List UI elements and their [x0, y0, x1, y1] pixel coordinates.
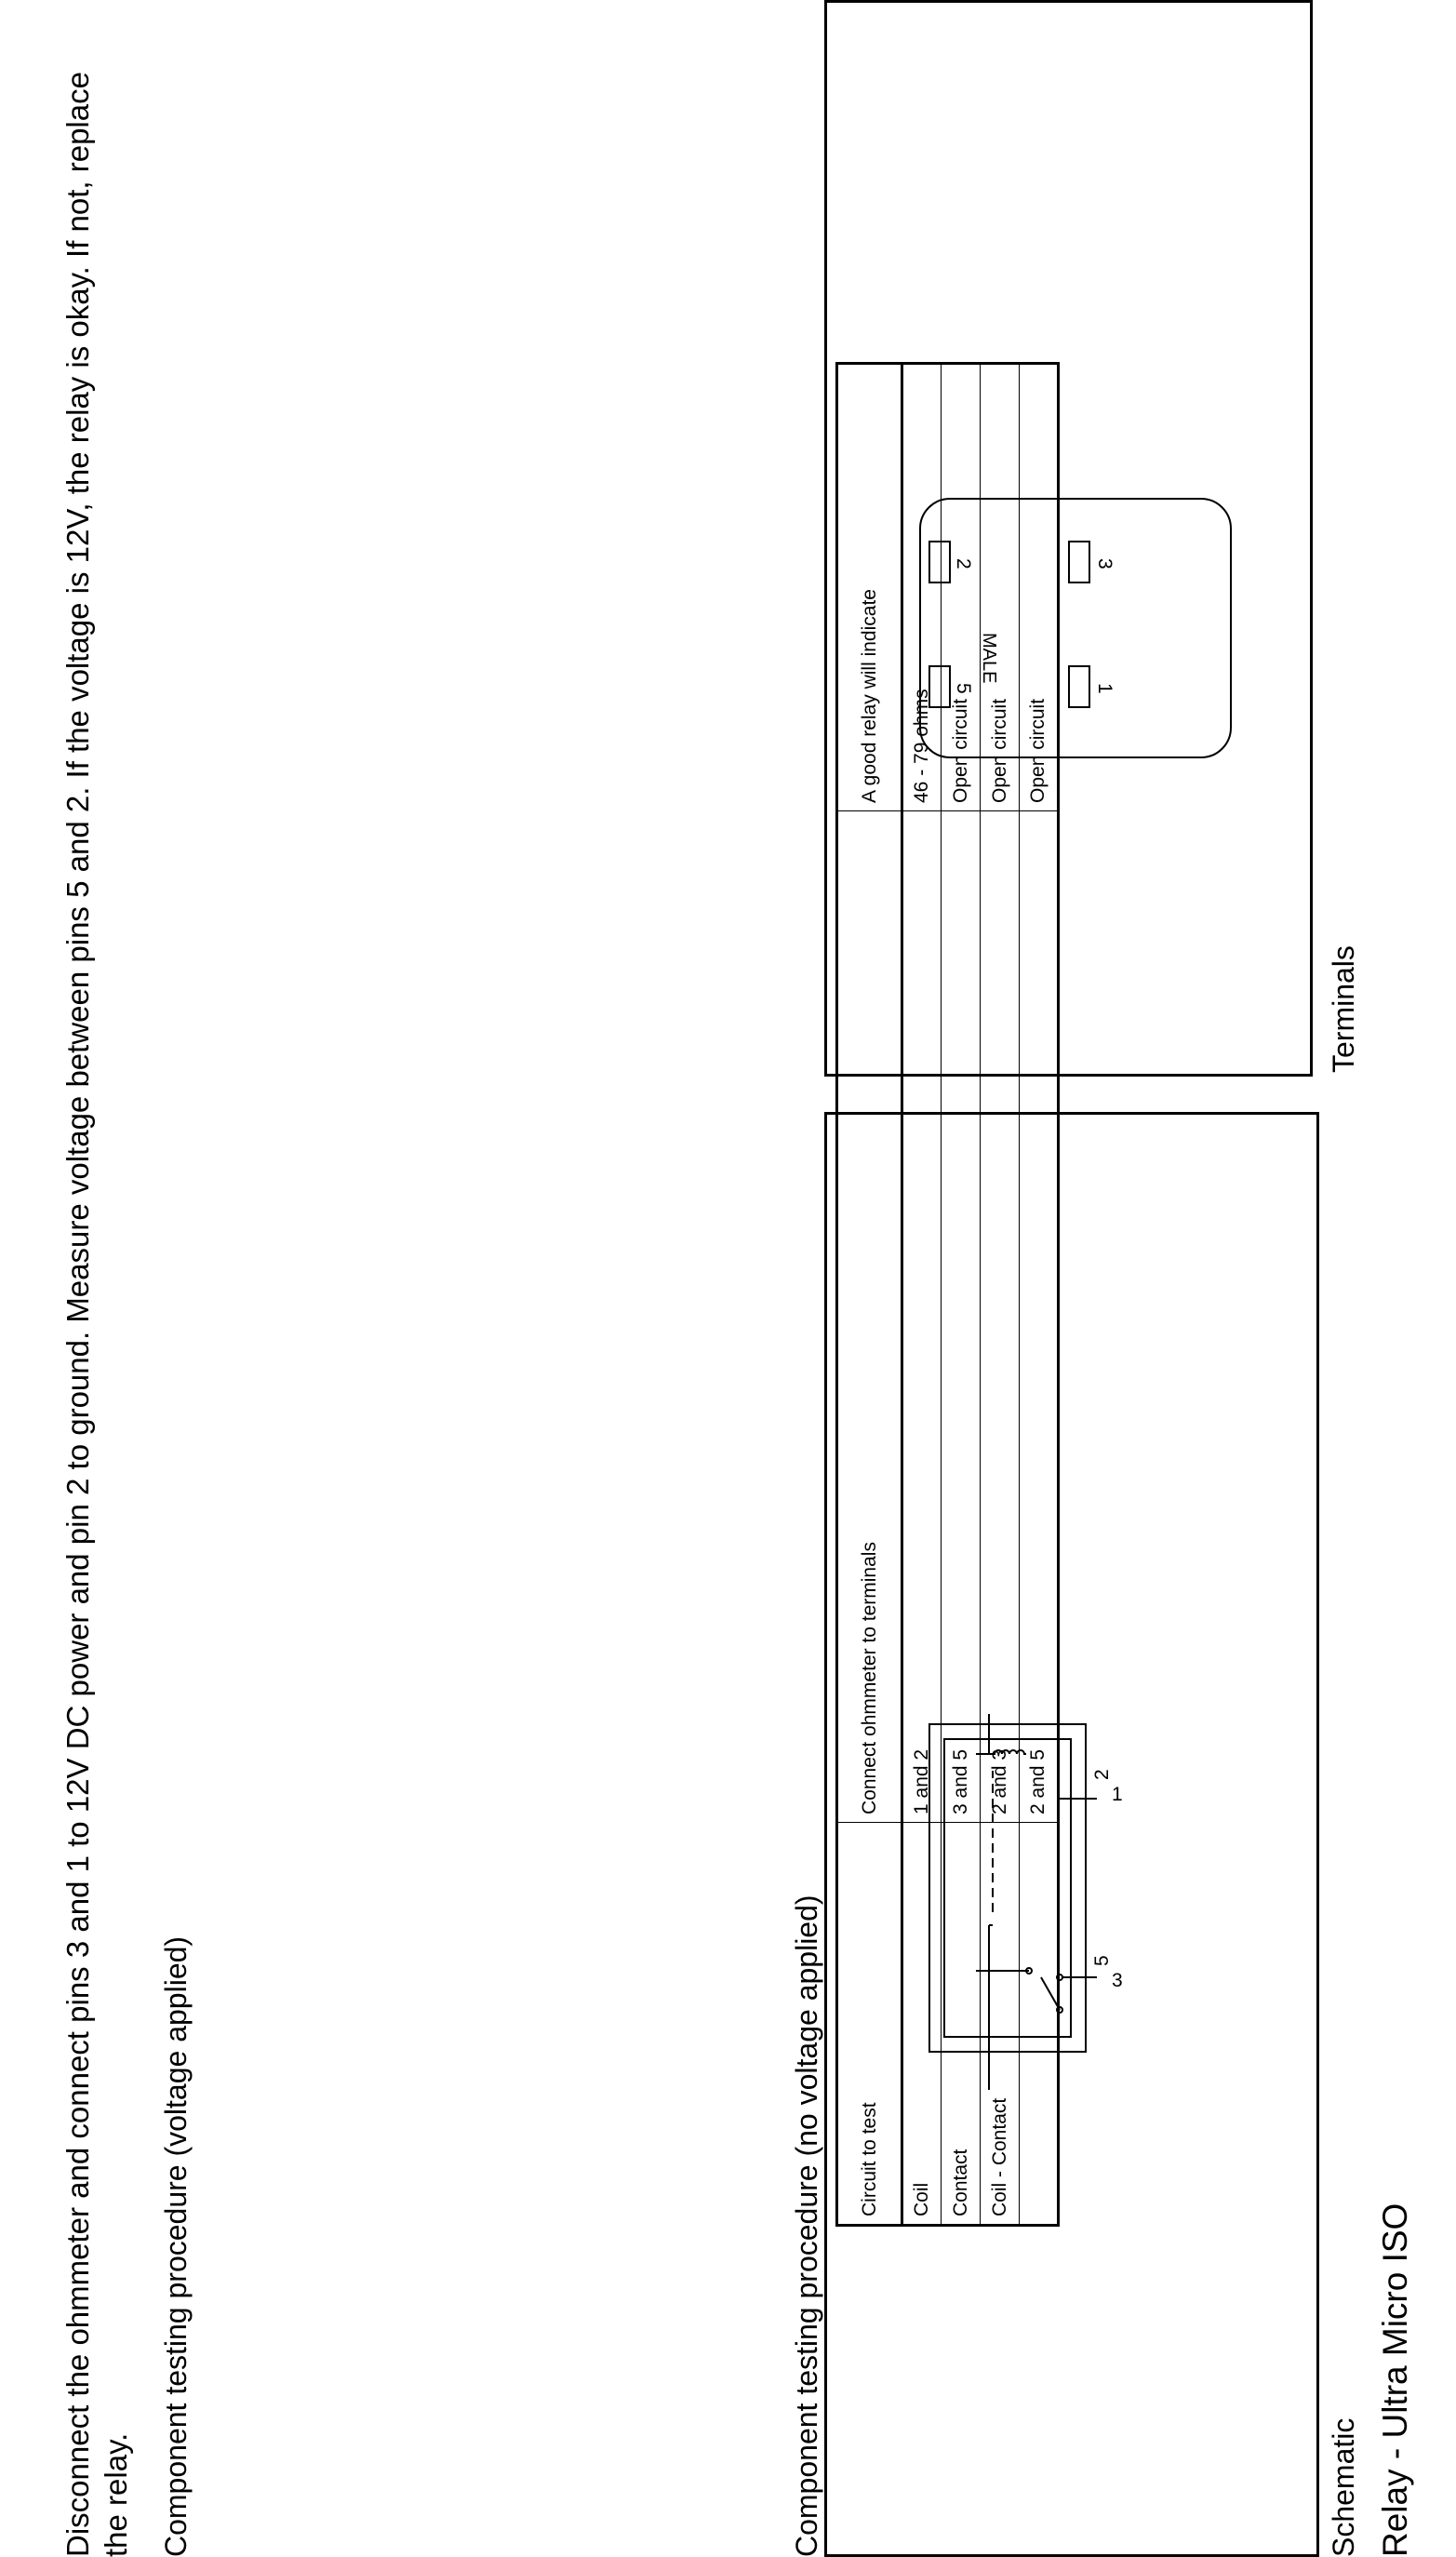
table-header-row — [837, 364, 902, 2226]
table-row — [981, 364, 1020, 2226]
voltage-heading: Component testing procedure (voltage applied) — [159, 1935, 193, 2557]
table-cell: Coil — [902, 1823, 942, 2226]
table-cell: Contact — [942, 1823, 981, 2226]
terminal-pin-label: 2 — [953, 558, 974, 569]
connector-gender-label: MALE — [979, 633, 999, 684]
table-cell: 1 and 2 — [902, 811, 942, 1823]
column-header: Circuit to test — [837, 1823, 902, 2226]
table-cell: 2 and 3 — [981, 811, 1020, 1823]
table-cell: Open circuit — [988, 698, 1010, 803]
schematic-pin-label: 2 — [1091, 1769, 1113, 1780]
column-header: Connect ohmmeter to terminals — [837, 811, 902, 1823]
table-heading: Component testing procedure (no voltage applied) — [790, 1894, 823, 2557]
ohmmeter-test-table — [835, 362, 1060, 2227]
schematic-label: Schematic — [1327, 2417, 1360, 2557]
table-cell: Open circuit — [949, 698, 971, 803]
page-title: Relay - Ultra Micro ISO — [1376, 2202, 1414, 2557]
table-cell: Coil - Contact — [981, 1823, 1020, 2226]
terminal-pin-3 — [1069, 542, 1089, 582]
terminal-pin-label: 3 — [1094, 558, 1115, 569]
table-cell — [1020, 1823, 1059, 2226]
schematic-pin-label: 3 — [1112, 1970, 1123, 1991]
schematic-pin-label: 1 — [1112, 1784, 1123, 1805]
table-row — [902, 364, 942, 2226]
terminals-label: Terminals — [1327, 945, 1360, 1073]
column-header: A good relay will indicate — [858, 589, 880, 803]
schematic-pin-label: 5 — [1091, 1955, 1113, 1966]
table-cell: 46 - 79 ohms — [911, 689, 932, 803]
table-row — [942, 364, 981, 2226]
terminal-pin-1 — [1069, 666, 1089, 707]
voltage-procedure-text: Disconnect the ohmmeter and connect pins 3 and 1 to 12V DC power and pin 2 to ground. Measure voltage between pins 5 and 2. If the voltage is 12V, the relay is okay. If not, replace the relay. — [60, 72, 133, 2557]
table-cell: Open circuit — [1027, 698, 1049, 803]
table-cell: 3 and 5 — [942, 811, 981, 1823]
terminal-pin-label: 1 — [1094, 683, 1115, 694]
table-row — [1020, 364, 1059, 2226]
table-cell: 2 and 5 — [1020, 811, 1059, 1823]
terminal-pin-label: 5 — [953, 683, 974, 694]
